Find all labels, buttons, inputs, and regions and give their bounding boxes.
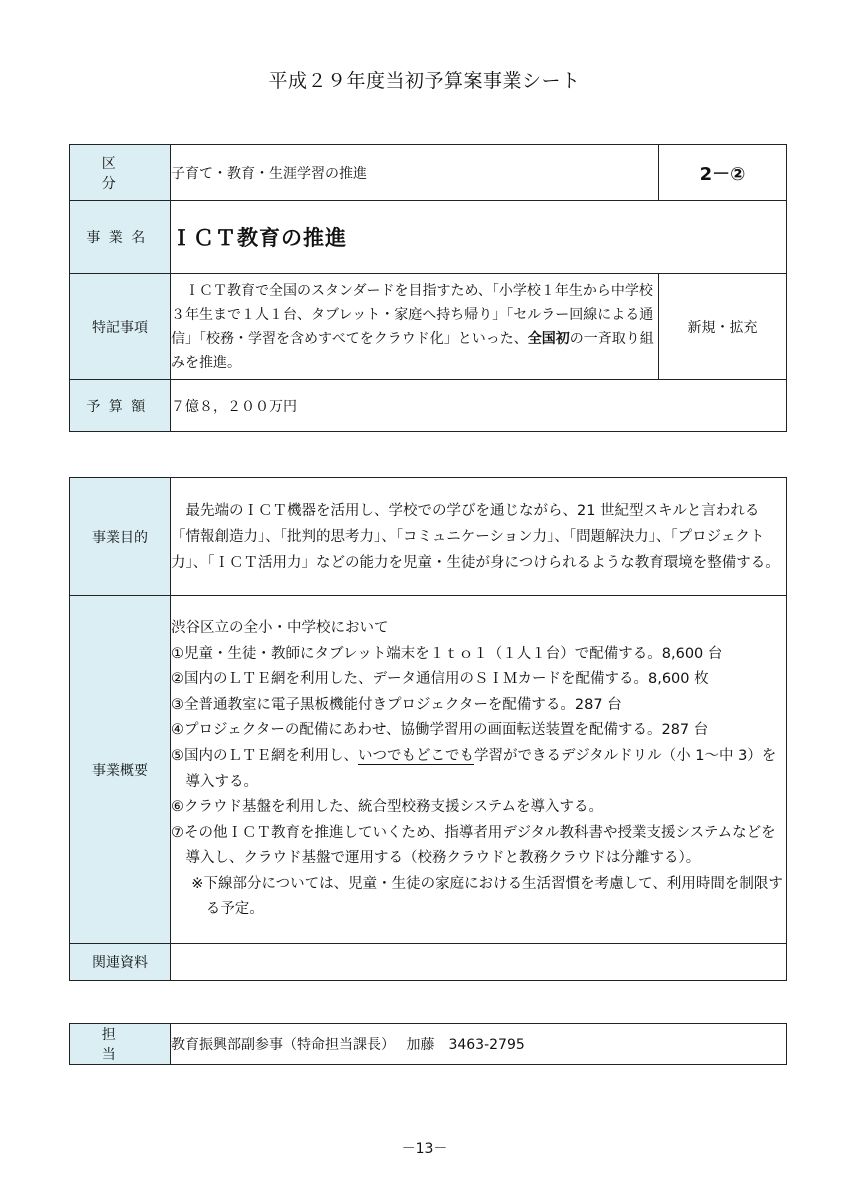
features-status: 新規・拡充 xyxy=(659,274,787,380)
overview-item: ⑥クラウド基盤を利用した、統合型校務支援システムを導入する。 xyxy=(171,799,604,816)
contact-value: 教育振興部副参事（特命担当課長） 加藤 3463-2795 xyxy=(171,1024,787,1065)
features-text-part-a: ＩＣＴ教育で全国のスタンダードを目指すため、「小学校１年生から中学校３年生まで１人１台、タブレット・家庭へ持ち帰り」「セルラー回線による通信」「校務・学習を含めすべてをクラウド化」といった、 xyxy=(171,282,654,347)
related-value xyxy=(171,944,787,981)
features-row xyxy=(70,274,787,380)
project-name-row xyxy=(70,201,787,274)
features-text xyxy=(171,274,659,380)
related-row xyxy=(70,944,787,981)
overview-row xyxy=(70,596,787,944)
overview-content xyxy=(171,596,787,944)
category-label: 区 分 xyxy=(70,145,171,201)
overview-item-5-pre: ⑤国内のＬＴＥ網を利用し、 xyxy=(171,747,358,764)
category-row xyxy=(70,145,787,201)
overview-item: ②国内のＬＴＥ網を利用した、データ通信用のＳＩＭカードを配備する。8,600 枚 xyxy=(171,671,709,688)
purpose-label: 事業目的 xyxy=(70,478,171,596)
overview-item: ①児童・生徒・教師にタブレット端末を１ｔｏ１（１人１台）で配備する。8,600 台 xyxy=(171,645,723,662)
contact-label: 担 当 xyxy=(70,1024,171,1065)
project-label: 事業名 xyxy=(70,201,171,274)
project-detail-table xyxy=(69,477,787,981)
overview-item-5-underlined: いつでもどこでも xyxy=(358,747,474,764)
category-code: 2－② xyxy=(659,145,787,201)
related-label: 関連資料 xyxy=(70,944,171,981)
budget-label: 予算額 xyxy=(70,380,171,432)
page-title: 平成２９年度当初予算案事業シート xyxy=(268,70,581,92)
features-label: 特記事項 xyxy=(70,274,171,380)
contact-table xyxy=(69,1023,787,1065)
page-number: －13－ xyxy=(401,1141,448,1157)
overview-item-5-post: 学習ができるデジタルドリル（小 1～中 3）を導入する。 xyxy=(185,747,777,790)
purpose-row xyxy=(70,478,787,596)
overview-label: 事業概要 xyxy=(70,596,171,944)
overview-intro: 渋谷区立の全小・中学校において xyxy=(171,619,389,636)
overview-item: ③全普通教室に電子黒板機能付きプロジェクターを配備する。287 台 xyxy=(171,696,622,713)
purpose-text: 最先端のＩＣＴ機器を活用し、学校での学びを通じながら、21 世紀型スキルと言われる「情報創造力」、「批判的思考力」、「コミュニケーション力」、「問題解決力」、「プロジェクト力」、「ＩＣＴ活用力」などの能力を児童・生徒が身につけられるような教育環境を整備する。 xyxy=(171,478,787,596)
project-name: ＩＣＴ教育の推進 xyxy=(171,201,787,274)
contact-row xyxy=(70,1024,787,1065)
overview-item: ④プロジェクターの配備にあわせ、協働学習用の画面転送装置を配備する。287 台 xyxy=(171,722,709,739)
budget-value: ７億８，２００万円 xyxy=(171,380,787,432)
category-value: 子育て・教育・生涯学習の推進 xyxy=(171,145,659,201)
budget-row xyxy=(70,380,787,432)
overview-note: ※下線部分については、児童・生徒の家庭における生活習慣を考慮して、利用時間を制限する予定。 xyxy=(191,875,783,918)
overview-item: ⑦その他ＩＣＴ教育を推進していくため、指導者用デジタル教科書や授業支援システムなどを導入し、クラウド基盤で運用する（校務クラウドと教務クラウドは分離する）。 xyxy=(171,824,776,867)
features-text-bold: 全国初 xyxy=(527,330,570,347)
overview-item-5 xyxy=(171,744,786,795)
project-summary-table xyxy=(69,144,787,432)
features-text-part-b: の一斉取り組みを推進。 xyxy=(171,330,654,371)
